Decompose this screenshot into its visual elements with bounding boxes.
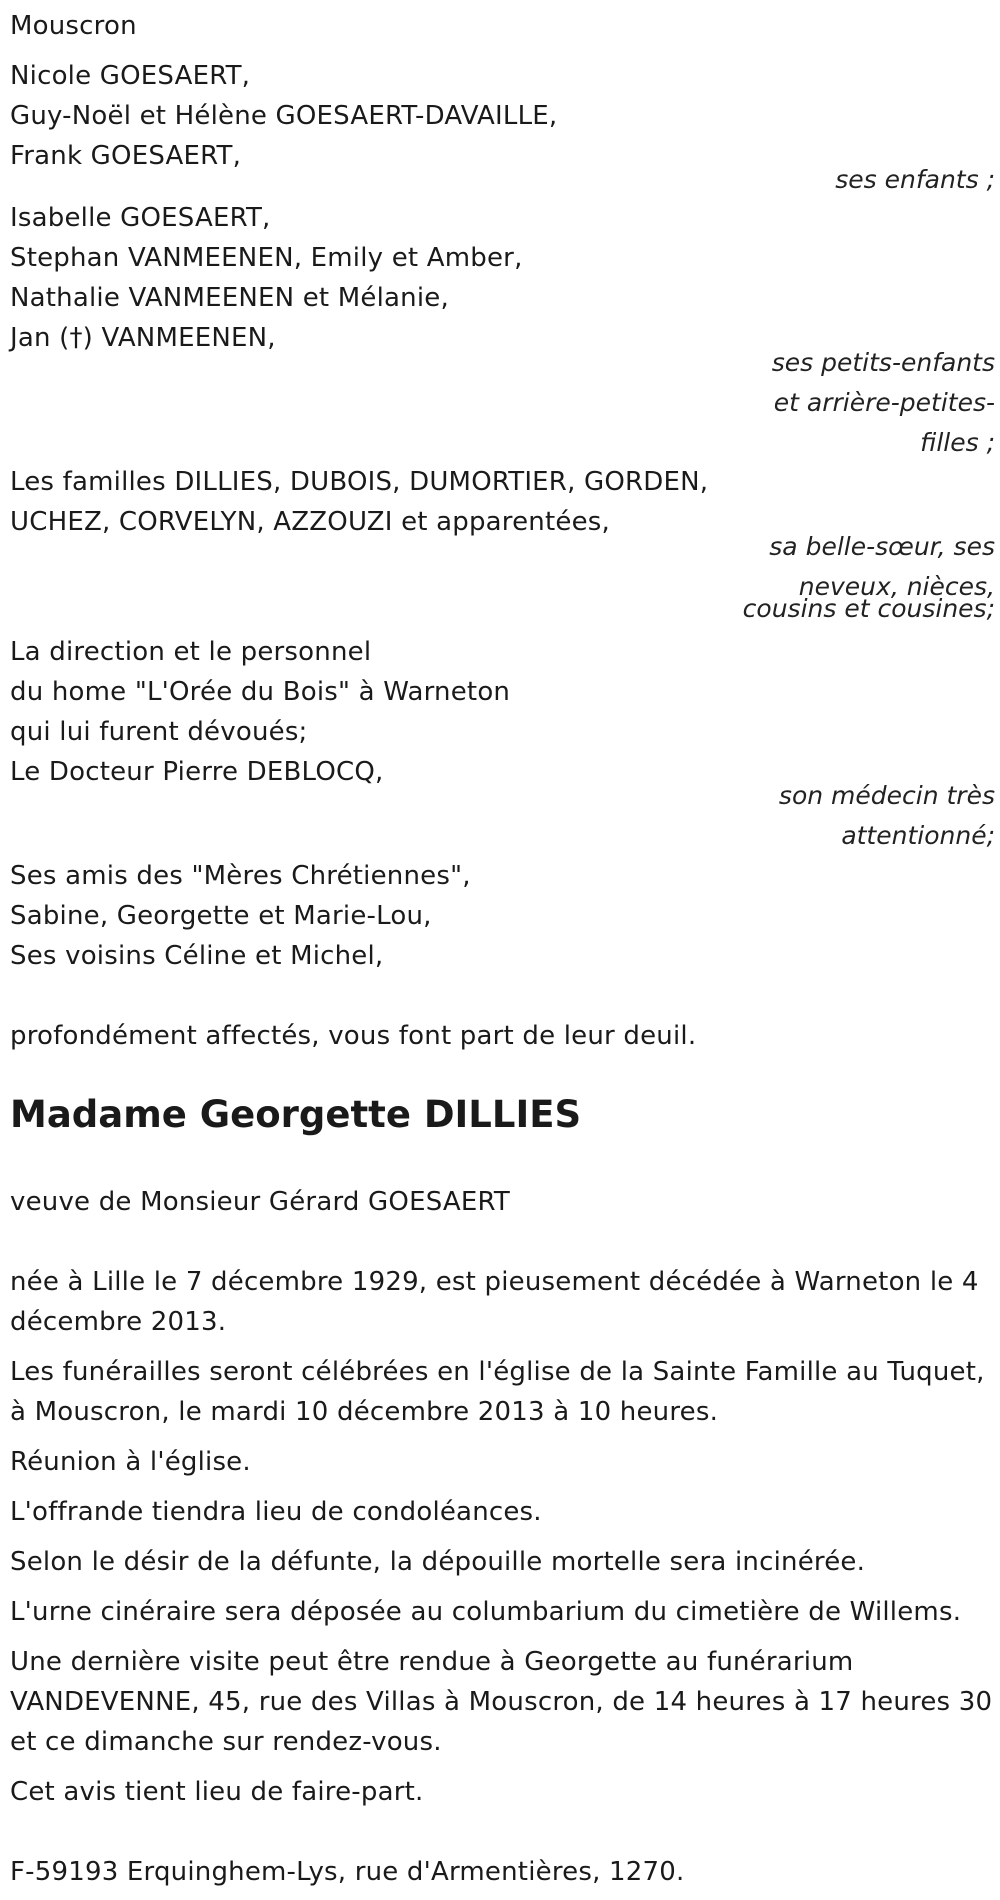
families-role: cousins et cousines; bbox=[742, 594, 995, 623]
address: F-59193 Erquinghem-Lys, rue d'Armentières, 1270. bbox=[10, 1857, 685, 1887]
notice: Cet avis tient lieu de faire-part. bbox=[10, 1777, 424, 1807]
family-name: Les familles DILLIES, DUBOIS, DUMORTIER, GORDEN, bbox=[10, 467, 709, 497]
grandchild-name: Jan (†) VANMEENEN, bbox=[10, 323, 276, 353]
family-name: UCHEZ, CORVELYN, AZZOUZI et apparentées, bbox=[10, 507, 610, 537]
grandchildren-role: filles ; bbox=[920, 428, 995, 457]
city: Mouscron bbox=[10, 11, 137, 41]
announcement: profondément affectés, vous font part de leur deuil. bbox=[10, 1021, 697, 1051]
families-role: sa belle-sœur, ses bbox=[769, 532, 995, 561]
friends-line: Sabine, Georgette et Marie-Lou, bbox=[10, 901, 432, 931]
funeral-info: Les funérailles seront célébrées en l'église de la Sainte Famille au Tuquet, bbox=[10, 1357, 985, 1387]
grandchild-name: Isabelle GOESAERT, bbox=[10, 203, 271, 233]
deceased-name: Madame Georgette DILLIES bbox=[10, 1093, 582, 1136]
children-role: ses enfants ; bbox=[835, 165, 995, 194]
birth-death: née à Lille le 7 décembre 1929, est pieusement décédée à Warneton le 4 bbox=[10, 1267, 979, 1297]
visit-info: VANDEVENNE, 45, rue des Villas à Mouscron, de 14 heures à 17 heures 30 bbox=[10, 1687, 993, 1717]
friends-line: Ses voisins Céline et Michel, bbox=[10, 941, 384, 971]
visit-info: Une dernière visite peut être rendue à Georgette au funérarium bbox=[10, 1647, 854, 1677]
families-role: neveux, nièces, bbox=[798, 572, 995, 601]
grandchildren-role: ses petits-enfants bbox=[771, 348, 995, 377]
meeting-info: Réunion à l'église. bbox=[10, 1447, 251, 1477]
birth-death: décembre 2013. bbox=[10, 1307, 227, 1337]
widow-of: veuve de Monsieur Gérard GOESAERT bbox=[10, 1187, 510, 1217]
child-name: Frank GOESAERT, bbox=[10, 141, 242, 171]
staff-line: du home "L'Orée du Bois" à Warneton bbox=[10, 677, 511, 707]
funeral-info: à Mouscron, le mardi 10 décembre 2013 à 10 heures. bbox=[10, 1397, 719, 1427]
grandchild-name: Nathalie VANMEENEN et Mélanie, bbox=[10, 283, 449, 313]
doctor-role: son médecin très bbox=[778, 781, 995, 810]
grandchildren-role: et arrière-petites- bbox=[773, 388, 995, 417]
offering-info: L'offrande tiendra lieu de condoléances. bbox=[10, 1497, 542, 1527]
cremation-info: Selon le désir de la défunte, la dépouille mortelle sera incinérée. bbox=[10, 1547, 866, 1577]
urn-info: L'urne cinéraire sera déposée au columbarium du cimetière de Willems. bbox=[10, 1597, 962, 1627]
visit-info: et ce dimanche sur rendez-vous. bbox=[10, 1727, 442, 1757]
grandchild-name: Stephan VANMEENEN, Emily et Amber, bbox=[10, 243, 523, 273]
staff-line: La direction et le personnel bbox=[10, 637, 372, 667]
doctor-role: attentionné; bbox=[841, 821, 995, 850]
doctor-line: Le Docteur Pierre DEBLOCQ, bbox=[10, 757, 384, 787]
staff-line: qui lui furent dévoués; bbox=[10, 717, 308, 747]
child-name: Nicole GOESAERT, bbox=[10, 61, 251, 91]
friends-line: Ses amis des "Mères Chrétiennes", bbox=[10, 861, 471, 891]
child-name: Guy-Noël et Hélène GOESAERT-DAVAILLE, bbox=[10, 101, 558, 131]
